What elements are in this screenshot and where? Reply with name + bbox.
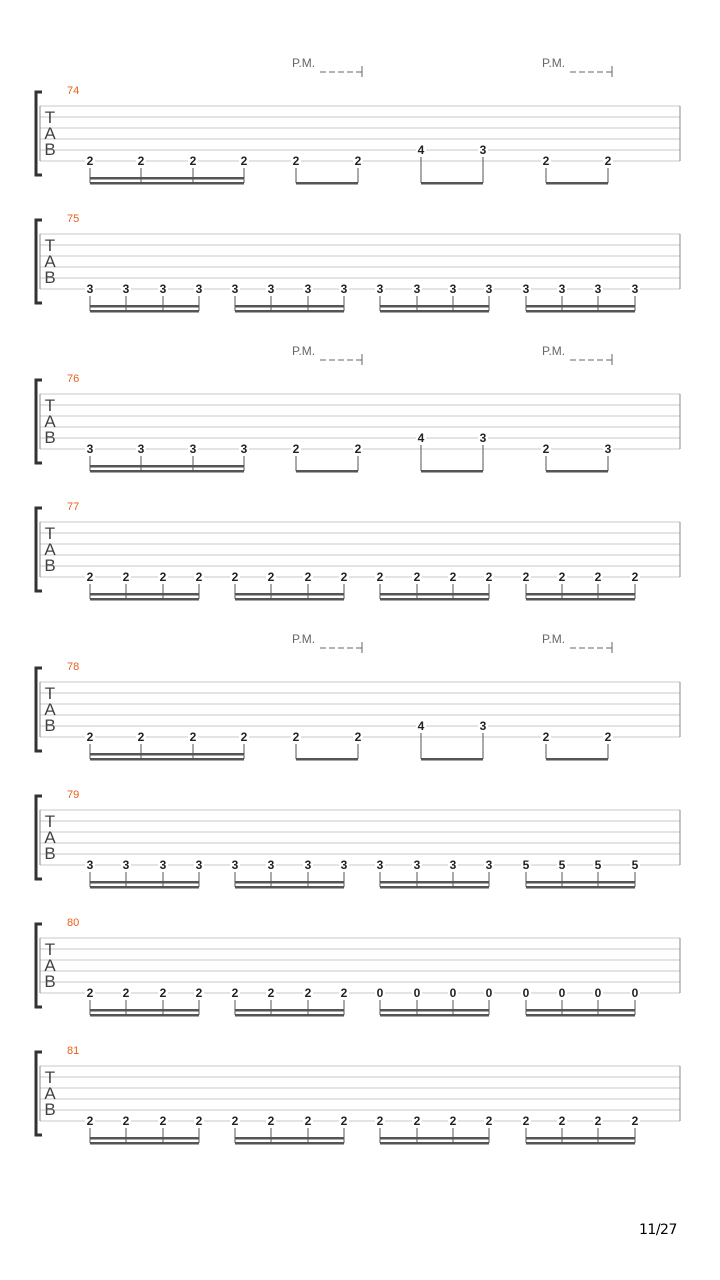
tab-clef-a: A — [44, 412, 56, 431]
beam-secondary — [90, 881, 199, 884]
beam-primary — [235, 1142, 344, 1145]
fret-number: 5 — [522, 858, 530, 872]
fret-number: 2 — [231, 1114, 239, 1128]
fret-number: 2 — [159, 570, 167, 584]
tab-clef-b: B — [44, 972, 56, 991]
fret-number: 2 — [413, 1114, 421, 1128]
beam-primary — [296, 182, 358, 185]
beam-group — [85, 442, 249, 473]
fret-number: 3 — [376, 858, 384, 872]
system-bracket — [36, 220, 42, 303]
beam-secondary — [380, 593, 489, 596]
fret-number: 2 — [558, 570, 566, 584]
tab-clef-t: T — [44, 812, 56, 831]
system-bracket — [36, 668, 42, 751]
tab-clef-t: T — [44, 940, 56, 959]
beam-primary — [546, 758, 608, 761]
beam-group — [85, 282, 204, 313]
fret-number: 3 — [189, 442, 197, 456]
beam-group — [230, 1114, 349, 1145]
fret-number: 2 — [292, 442, 300, 456]
beam-secondary — [526, 593, 635, 596]
fret-number: 2 — [304, 1114, 312, 1128]
beam-secondary — [235, 1009, 344, 1012]
fret-number: 3 — [159, 858, 167, 872]
beam-primary — [380, 886, 489, 889]
beam-group — [541, 154, 613, 185]
beam-group — [416, 719, 488, 761]
fret-number: 3 — [304, 282, 312, 296]
fret-number: 2 — [195, 986, 203, 1000]
fret-number: 3 — [340, 282, 348, 296]
tab-clef-a: A — [44, 540, 56, 559]
beam-primary — [296, 470, 358, 473]
tab-clef-t: T — [44, 684, 56, 703]
fret-number: 0 — [631, 986, 639, 1000]
beam-primary — [380, 1014, 489, 1017]
fret-number: 2 — [137, 154, 145, 168]
tab-system — [36, 917, 680, 1017]
fret-number: 0 — [594, 986, 602, 1000]
beam-primary — [421, 470, 483, 473]
fret-number: 2 — [558, 1114, 566, 1128]
beam-secondary — [235, 1137, 344, 1140]
beam-primary — [380, 1142, 489, 1145]
tab-clef-b: B — [44, 556, 56, 575]
fret-number: 2 — [86, 1114, 94, 1128]
fret-number: 2 — [340, 986, 348, 1000]
beam-secondary — [90, 1009, 199, 1012]
fret-number: 3 — [267, 858, 275, 872]
beam-secondary — [90, 593, 199, 596]
fret-number: 2 — [231, 986, 239, 1000]
fret-number: 2 — [195, 570, 203, 584]
fret-number: 2 — [594, 1114, 602, 1128]
tab-system — [36, 501, 680, 601]
beam-group — [85, 570, 204, 601]
beam-primary — [380, 310, 489, 313]
measure-number: 78 — [67, 661, 80, 673]
fret-number: 2 — [413, 570, 421, 584]
beam-group — [85, 1114, 204, 1145]
beam-group — [85, 730, 249, 761]
fret-number: 2 — [542, 154, 550, 168]
beam-group — [230, 986, 349, 1017]
fret-number: 2 — [267, 986, 275, 1000]
fret-number: 3 — [304, 858, 312, 872]
beam-group — [230, 858, 349, 889]
fret-number: 2 — [86, 986, 94, 1000]
beam-secondary — [526, 1009, 635, 1012]
beam-primary — [526, 1014, 635, 1017]
tab-clef-a: A — [44, 700, 56, 719]
fret-number: 0 — [558, 986, 566, 1000]
fret-number: 2 — [449, 570, 457, 584]
fret-number: 0 — [413, 986, 421, 1000]
tab-clef-t: T — [44, 396, 56, 415]
fret-number: 2 — [189, 730, 197, 744]
fret-number: 5 — [631, 858, 639, 872]
beam-primary — [90, 1142, 199, 1145]
fret-number: 3 — [485, 858, 493, 872]
beam-primary — [380, 598, 489, 601]
palm-mute-label: P.M. — [542, 56, 566, 70]
fret-number: 2 — [195, 1114, 203, 1128]
beam-secondary — [90, 1137, 199, 1140]
beam-secondary — [90, 177, 244, 180]
fret-number: 3 — [376, 282, 384, 296]
beam-group — [521, 986, 640, 1017]
fret-number: 2 — [86, 154, 94, 168]
fret-number: 0 — [449, 986, 457, 1000]
palm-mute-label: P.M. — [292, 632, 316, 646]
fret-number: 0 — [522, 986, 530, 1000]
beam-primary — [526, 310, 635, 313]
fret-number: 2 — [86, 730, 94, 744]
fret-number: 4 — [417, 143, 425, 157]
tab-clef-b: B — [44, 140, 56, 159]
beam-group — [230, 282, 349, 313]
beam-primary — [296, 758, 358, 761]
beam-secondary — [235, 593, 344, 596]
beam-group — [291, 442, 363, 473]
palm-mute-label: P.M. — [542, 632, 566, 646]
fret-number: 3 — [122, 282, 130, 296]
measure-number: 75 — [67, 213, 80, 225]
fret-number: 3 — [195, 858, 203, 872]
beam-secondary — [526, 881, 635, 884]
fret-number: 3 — [231, 282, 239, 296]
beam-secondary — [90, 465, 244, 468]
measure-number: 76 — [67, 373, 80, 385]
beam-group — [375, 1114, 494, 1145]
beam-group — [416, 431, 488, 473]
beam-secondary — [235, 305, 344, 308]
fret-number: 2 — [137, 730, 145, 744]
beam-primary — [235, 310, 344, 313]
beam-primary — [235, 886, 344, 889]
fret-number: 2 — [267, 1114, 275, 1128]
fret-number: 3 — [86, 858, 94, 872]
beam-group — [85, 154, 249, 185]
beam-primary — [90, 1014, 199, 1017]
tab-clef-t: T — [44, 524, 56, 543]
fret-number: 2 — [604, 730, 612, 744]
fret-number: 2 — [189, 154, 197, 168]
beam-secondary — [380, 1137, 489, 1140]
tab-system — [36, 56, 680, 185]
beam-group — [541, 442, 613, 473]
fret-number: 3 — [240, 442, 248, 456]
fret-number: 3 — [479, 719, 487, 733]
beam-group — [541, 730, 613, 761]
fret-number: 3 — [86, 442, 94, 456]
tab-system — [36, 1045, 680, 1145]
fret-number: 4 — [417, 719, 425, 733]
beam-primary — [526, 1142, 635, 1145]
palm-mute-label: P.M. — [292, 344, 316, 358]
tab-clef-b: B — [44, 268, 56, 287]
beam-secondary — [90, 753, 244, 756]
beam-primary — [90, 598, 199, 601]
fret-number: 2 — [631, 570, 639, 584]
fret-number: 3 — [195, 282, 203, 296]
fret-number: 3 — [231, 858, 239, 872]
system-bracket — [36, 924, 42, 1007]
measure-number: 81 — [67, 1045, 80, 1057]
fret-number: 3 — [485, 282, 493, 296]
fret-number: 2 — [267, 570, 275, 584]
beam-primary — [235, 598, 344, 601]
beam-primary — [526, 886, 635, 889]
beam-primary — [90, 182, 244, 185]
fret-number: 2 — [122, 1114, 130, 1128]
fret-number: 3 — [159, 282, 167, 296]
fret-number: 2 — [86, 570, 94, 584]
fret-number: 2 — [376, 1114, 384, 1128]
system-bracket — [36, 1052, 42, 1135]
beam-primary — [90, 470, 244, 473]
fret-number: 3 — [413, 858, 421, 872]
beam-primary — [90, 310, 199, 313]
fret-number: 2 — [354, 730, 362, 744]
beam-group — [521, 570, 640, 601]
fret-number: 2 — [354, 154, 362, 168]
fret-number: 2 — [522, 570, 530, 584]
beam-primary — [546, 470, 608, 473]
measure-number: 77 — [67, 501, 80, 513]
fret-number: 2 — [304, 570, 312, 584]
palm-mute-label: P.M. — [292, 56, 316, 70]
fret-number: 3 — [449, 858, 457, 872]
tab-clef-b: B — [44, 716, 56, 735]
beam-group — [291, 730, 363, 761]
beam-primary — [421, 758, 483, 761]
fret-number: 2 — [292, 730, 300, 744]
tab-clef-t: T — [44, 108, 56, 127]
beam-primary — [526, 598, 635, 601]
fret-number: 2 — [159, 1114, 167, 1128]
fret-number: 3 — [340, 858, 348, 872]
fret-number: 4 — [417, 431, 425, 445]
beam-group — [416, 143, 488, 185]
fret-number: 3 — [122, 858, 130, 872]
fret-number: 2 — [631, 1114, 639, 1128]
tab-clef-t: T — [44, 236, 56, 255]
fret-number: 2 — [231, 570, 239, 584]
beam-group — [230, 570, 349, 601]
beam-group — [291, 154, 363, 185]
beam-secondary — [526, 305, 635, 308]
beam-group — [375, 986, 494, 1017]
beam-group — [521, 858, 640, 889]
fret-number: 2 — [122, 986, 130, 1000]
fret-number: 2 — [542, 442, 550, 456]
fret-number: 3 — [558, 282, 566, 296]
fret-number: 2 — [594, 570, 602, 584]
beam-group — [521, 282, 640, 313]
tab-clef-a: A — [44, 828, 56, 847]
fret-number: 3 — [479, 431, 487, 445]
tab-clef-a: A — [44, 956, 56, 975]
beam-primary — [90, 886, 199, 889]
fret-number: 2 — [354, 442, 362, 456]
tab-clef-a: A — [44, 252, 56, 271]
fret-number: 2 — [240, 154, 248, 168]
fret-number: 2 — [340, 1114, 348, 1128]
beam-group — [85, 986, 204, 1017]
fret-number: 5 — [594, 858, 602, 872]
fret-number: 5 — [558, 858, 566, 872]
measure-number: 74 — [67, 85, 80, 97]
fret-number: 0 — [376, 986, 384, 1000]
system-bracket — [36, 508, 42, 591]
beam-secondary — [380, 305, 489, 308]
tab-clef-b: B — [44, 1100, 56, 1119]
fret-number: 2 — [449, 1114, 457, 1128]
fret-number: 2 — [604, 154, 612, 168]
tab-system — [36, 213, 680, 313]
system-bracket — [36, 92, 42, 175]
fret-number: 2 — [304, 986, 312, 1000]
tab-system — [36, 344, 680, 473]
measure-number: 79 — [67, 789, 80, 801]
fret-number: 3 — [631, 282, 639, 296]
measure-number: 80 — [67, 917, 80, 929]
beam-group — [375, 570, 494, 601]
tab-clef-t: T — [44, 1068, 56, 1087]
fret-number: 2 — [122, 570, 130, 584]
fret-number: 3 — [267, 282, 275, 296]
page-number: 11/27 — [639, 1222, 677, 1238]
palm-mute-label: P.M. — [542, 344, 566, 358]
beam-group — [375, 858, 494, 889]
fret-number: 3 — [413, 282, 421, 296]
beam-secondary — [380, 1009, 489, 1012]
tab-system — [36, 632, 680, 761]
fret-number: 2 — [292, 154, 300, 168]
fret-number: 3 — [604, 442, 612, 456]
tab-clef-a: A — [44, 1084, 56, 1103]
fret-number: 3 — [479, 143, 487, 157]
beam-group — [521, 1114, 640, 1145]
fret-number: 3 — [522, 282, 530, 296]
fret-number: 2 — [376, 570, 384, 584]
tab-clef-b: B — [44, 844, 56, 863]
fret-number: 2 — [240, 730, 248, 744]
tab-clef-b: B — [44, 428, 56, 447]
tab-clef-a: A — [44, 124, 56, 143]
beam-group — [85, 858, 204, 889]
fret-number: 2 — [159, 986, 167, 1000]
beam-group — [375, 282, 494, 313]
beam-secondary — [380, 881, 489, 884]
fret-number: 3 — [86, 282, 94, 296]
system-bracket — [36, 380, 42, 463]
fret-number: 0 — [485, 986, 493, 1000]
fret-number: 2 — [542, 730, 550, 744]
fret-number: 3 — [137, 442, 145, 456]
fret-number: 2 — [522, 1114, 530, 1128]
fret-number: 2 — [340, 570, 348, 584]
fret-number: 3 — [594, 282, 602, 296]
system-bracket — [36, 796, 42, 879]
beam-primary — [90, 758, 244, 761]
beam-primary — [546, 182, 608, 185]
beam-primary — [235, 1014, 344, 1017]
tab-system — [36, 789, 680, 889]
beam-secondary — [235, 881, 344, 884]
fret-number: 2 — [485, 1114, 493, 1128]
beam-secondary — [526, 1137, 635, 1140]
beam-secondary — [90, 305, 199, 308]
fret-number: 3 — [449, 282, 457, 296]
fret-number: 2 — [485, 570, 493, 584]
beam-primary — [421, 182, 483, 185]
